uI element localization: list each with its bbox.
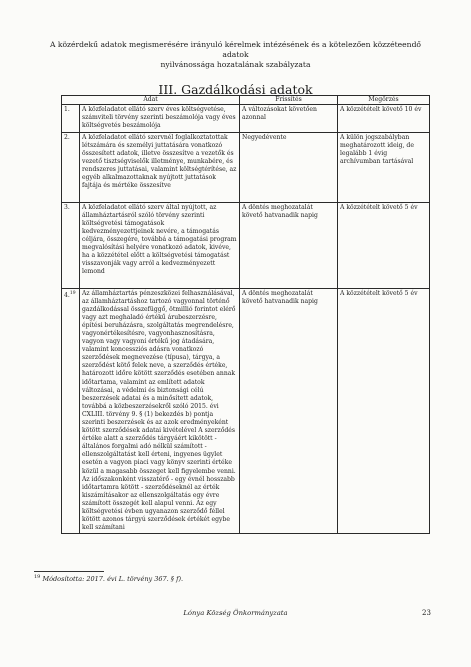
column-header-data: Adat	[62, 96, 240, 105]
document-header	[40, 40, 431, 70]
column-header-update: Frissítés	[240, 96, 338, 105]
row-retention-cell: A közzétételt követő 5 év	[338, 288, 430, 534]
row-number: 1.	[62, 104, 80, 132]
footnote-text: Módosította: 2017. évi L. törvény 367. § f).	[42, 575, 184, 584]
row-number: 2.	[62, 132, 80, 202]
row-retention-cell: A közzétételt követő 10 év	[338, 104, 430, 132]
column-header-retention: Megőrzés	[338, 96, 430, 105]
page-number: 23	[422, 609, 431, 617]
row-data-cell: A közfeladatot ellátó szerv éves költségvetése, számviteli törvény szerinti beszámolója vagy éves költségvetés beszámolója	[80, 104, 240, 132]
section-title: III. Gazdálkodási adatok	[158, 82, 313, 98]
row-number: 3.	[62, 202, 80, 288]
row-update-cell: A döntés meghozatalát követő hatvanadik napig	[240, 202, 338, 288]
row-number: 4.19	[62, 288, 80, 534]
row-update-cell: A változásokat követően azonnal	[240, 104, 338, 132]
row-data-cell: A közfeladatot ellátó szervnél foglalkoztatottak létszámára és személyi juttatására vonatkozó összesített adatok, illetve összesítve a vezetők és vezető tisztségviselők illetménye, munkabére, és rendszeres juttatásai, valamint költségtérítése, az egyéb alkalmazottaknak nyújtott juttatások fajtája és mértéke összesítve	[80, 132, 240, 202]
footnote-reference: 19	[69, 290, 76, 296]
row-update-cell: A döntés meghozatalát követő hatvanadik napig	[240, 288, 338, 534]
footer-municipality: Lónya Község Önkormányzata	[183, 609, 288, 617]
footnote-divider	[34, 571, 104, 572]
row-data-cell: A közfeladatot ellátó szerv által nyújtott, az államháztartásról szóló törvény szerinti költségvetési támogatások kedvezményezettjeinek nevére, a támogatás céljára, összegére, továbbá a támogatási program megvalósítási helyére vonatkozó adatok, kivéve, ha a közzététel előtt a költségvetési támogatást visszavonják vagy arról a kedvezményezett lemond	[80, 202, 240, 288]
row-retention-cell: A közzétételt követő 5 év	[338, 202, 430, 288]
table-header-row	[62, 96, 430, 105]
table-row	[62, 288, 430, 534]
footnote-marker: 19	[34, 574, 41, 580]
header-line-2: nyilvánossága hozatalának szabályzata	[160, 60, 311, 69]
table-row	[62, 132, 430, 202]
row-retention-cell: A külön jogszabályban meghatározott ideig, de legalább 1 évig archívumban tartásával	[338, 132, 430, 202]
table-row	[62, 104, 430, 132]
row-data-cell: Az államháztartás pénzeszközei felhasználásával, az államháztartáshoz tartozó vagyonnal történő gazdálkodással összefüggő, ötmillió forintot elérő vagy azt meghaladó értékű árubeszerzésre, építési beruházásra, szolgáltatás megrendelésre, vagyonértékesítésre, vagyonhasznosításra, vagyon vagy vagyoni értékű jog átadására, valamint koncessziós adásra vonatkozó szerződések megnevezése (típusa), tárgya, a szerződést kötő felek neve, a szerződés értéke, határozott időre kötött szerződés esetében annak időtartama, valamint az említett adatok változásai, a védelmi és biztonsági célú beszerzések adatai és a minősített adatok, továbbá a közbeszerzésekről szóló 2015. évi CXLIII. törvény 9. § (1) bekezdés b) pontja szerinti beszerzések és az azok eredményeként kötött szerződések adatai kivételével A szerződés értéke alatt a szerződés tárgyáért kikötött - általános forgalmi adó nélkül számított - ellenszolgáltatást kell érteni, ingyenes ügylet esetén a vagyon piaci vagy könyv szerinti értéke közül a magasabb összeget kell figyelembe venni. Az időszakonként visszatérő - egy évnél hosszabb időtartamra kötött - szerződéseknél az érték kiszámításakor az ellenszolgáltatás egy évre számított összegét kell alapul venni. Az egy költségvetési évben ugyanazon szerződő féllel kötött azonos tárgyú szerződések értékét egybe kell számítani	[80, 288, 240, 534]
economic-data-table	[61, 95, 430, 534]
footnote	[34, 574, 183, 583]
row-update-cell: Negyedévente	[240, 132, 338, 202]
header-line-1: A közérdekű adatok megismerésére irányuló kérelmek intézésének és a kötelezően közzéteendő adatok	[49, 40, 421, 59]
table-row	[62, 202, 430, 288]
